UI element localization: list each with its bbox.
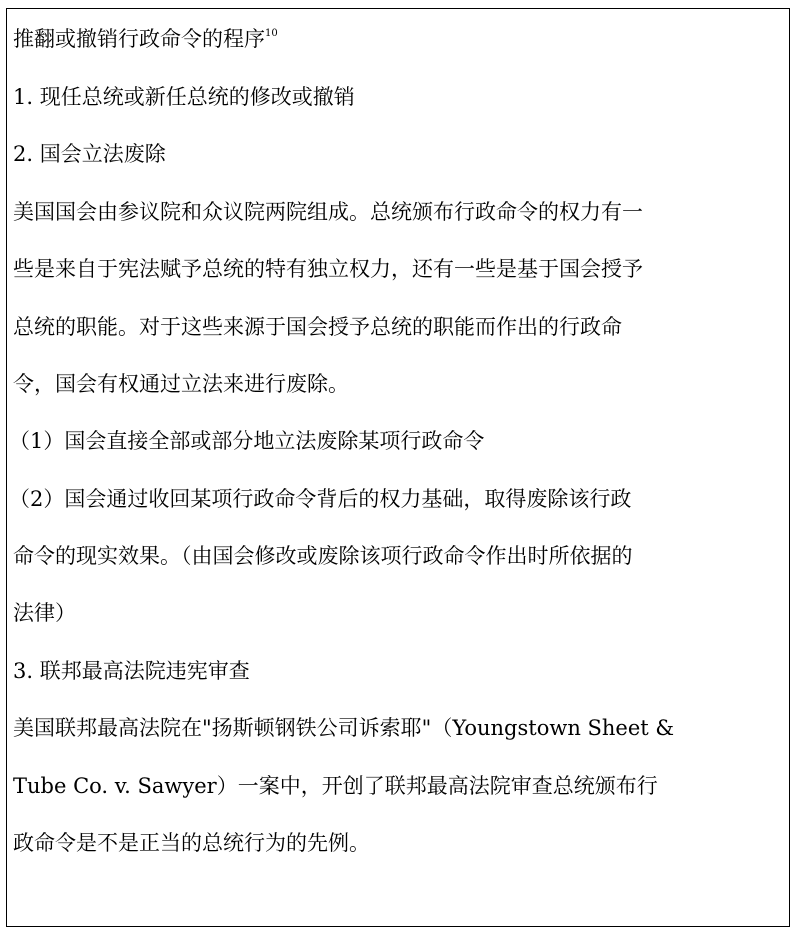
heading-item-1: 1. 现任总统或新任总统的修改或撤销 [13,85,355,109]
sub-item-2-line-2: 命令的现实效果。（由国会修改或废除该项行政命令作出时所依据的 [13,544,633,568]
paragraph-congress-line-3: 总统的职能。对于这些来源于国会授予总统的职能而作出的行政命 [13,315,622,339]
sub-item-1: （1）国会直接全部或部分地立法废除某项行政命令 [9,429,485,453]
footnote-marker: 10 [265,28,278,39]
paragraph-congress-line-4: 令，国会有权通过立法来进行废除。 [13,372,349,396]
paragraph-court-line-3: 政命令是不是正当的总统行为的先例。 [13,831,370,855]
heading-item-3: 3. 联邦最高法院违宪审查 [13,659,250,683]
heading-item-2: 2. 国会立法废除 [13,142,166,166]
document-title [13,24,278,54]
paragraph-congress-line-2: 些是来自于宪法赋予总统的特有独立权力，还有一些是基于国会授予 [13,257,643,281]
paragraph-court-line-2: Tube Co. v. Sawyer）一案中，开创了联邦最高法院审查总统颁布行 [13,774,658,798]
paragraph-court-line-1: 美国联邦最高法院在"扬斯顿钢铁公司诉索耶"（Youngstown Sheet & [13,716,675,740]
title-text: 推翻或撤销行政命令的程序 [13,27,265,51]
sub-item-2-line-3: 法律） [13,601,76,625]
paragraph-congress-line-1: 美国国会由参议院和众议院两院组成。总统颁布行政命令的权力有一 [13,200,643,224]
sub-item-2-line-1: （2）国会通过收回某项行政命令背后的权力基础，取得废除该行政 [9,487,632,511]
